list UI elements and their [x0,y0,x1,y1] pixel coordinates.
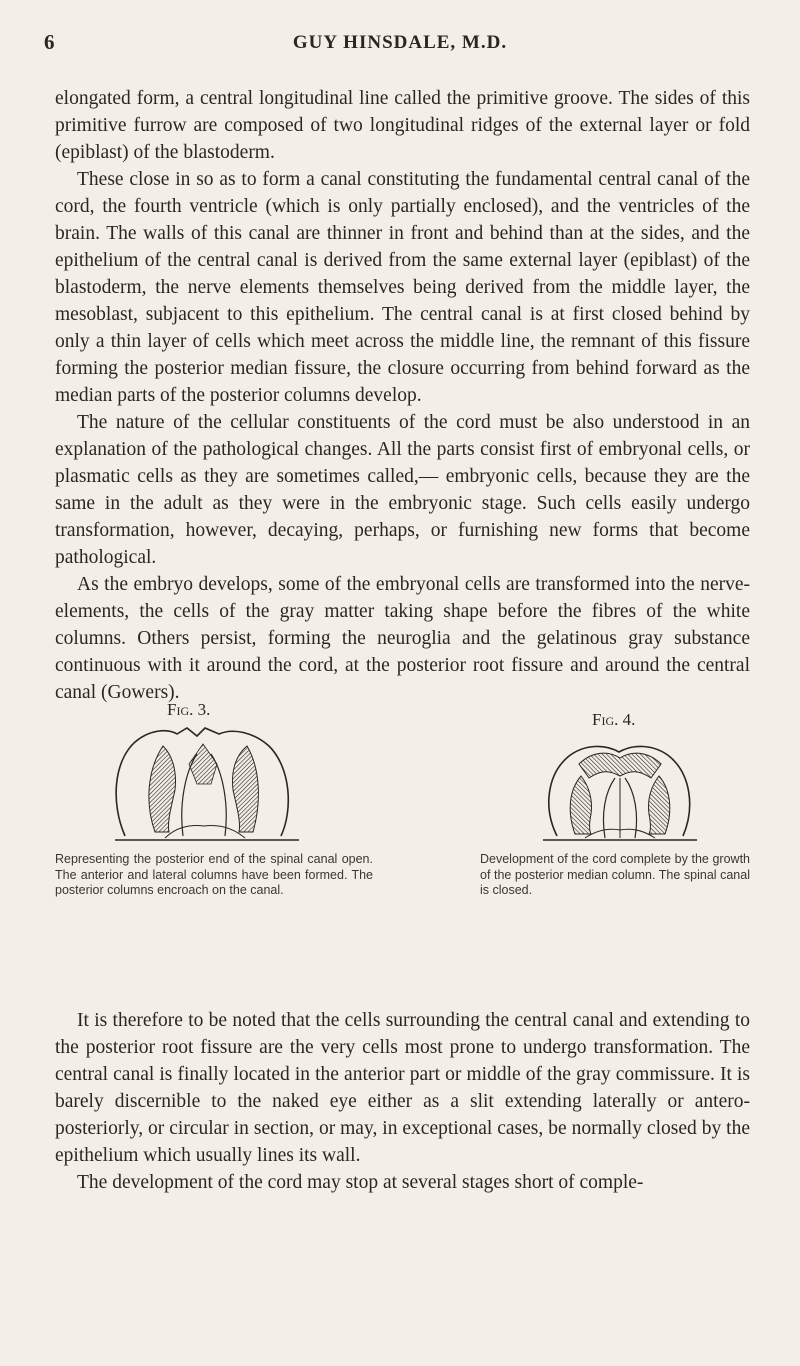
paragraph: The nature of the cellular constituents of the cord must be also understood in an explanation of the pathological changes. All the parts consist first of embryonal cells, or plasmatic cells as they are sometimes called,— embryonic cells, because they are the same in the adult as they were in the embryonic stage. Such cells easily undergo transformation, however, decaying, perhaps, or furnishing new forms that become pathological. [55,412,750,568]
paragraph: These close in so as to form a canal constituting the fundamental central canal of the cord, the fourth ventricle (which is only partially enclosed), and the ventricles of the brain. The walls of this canal are thinner in front and behind than at the sides, and the epithelium of the central canal is derived from the same external layer (epiblast) of the blastoderm, the nerve elements themselves being derived from the middle layer, the mesoblast, subjacent to this epithelium. The central canal is at first closed behind by only a thin layer of cells which meet across the middle line, the remnant of this fissure forming the posterior median fissure, the closure occurring from behind forward as the median parts of the posterior columns develop. [55,169,750,406]
paragraph: elongated form, a central longitudinal line called the primitive groove. The sides of this primitive furrow are composed of two longitudinal ridges of the external layer or fold (epiblast) of the blastoderm. [55,88,750,163]
page-number: 6 [44,30,55,54]
figure-4 [480,710,750,970]
paragraph: As the embryo develops, some of the embryonal cells are transformed into the nerve-elements, the cells of the gray matter taking shape before the fibres of the white columns. Others persist, forming the neuroglia and the gelatinous gray substance continuous with it around the cord, at the posterior root fissure and around the central canal (Gowers). [55,574,750,703]
figure-3-caption: Representing the posterior end of the spinal canal open. The anterior and lateral columns have been formed. The posterior columns encroach on the canal. [55,852,373,897]
spinal-cord-closed-canal-illustration [535,734,705,844]
running-head: GUY HINSDALE, M.D. [292,32,508,53]
figure-3-label: Fig. 3. [167,700,211,719]
page-header [0,30,800,60]
paragraph: It is therefore to be noted that the cells surrounding the central canal and extending to the posterior root fissure are the very cells most prone to undergo transformation. The central canal is finally located in the anterior part or middle of the gray commissure. It is barely discernible to the naked eye either as a slit extending laterally or antero-posteriorly, or circular in section, or may, in exceptional cases, be normally closed by the epithelium which usually lines its wall. [55,1010,750,1166]
figure-3 [55,700,390,970]
figure-4-label: Fig. 4. [592,710,636,729]
body-text-top [55,85,750,706]
body-text-bottom [55,1007,750,1196]
figure-4-caption: Development of the cord complete by the growth of the posterior median column. The spinal canal is closed. [480,852,750,897]
spinal-cord-open-canal-illustration [105,724,305,844]
paragraph: The development of the cord may stop at several stages short of comple- [77,1172,644,1193]
